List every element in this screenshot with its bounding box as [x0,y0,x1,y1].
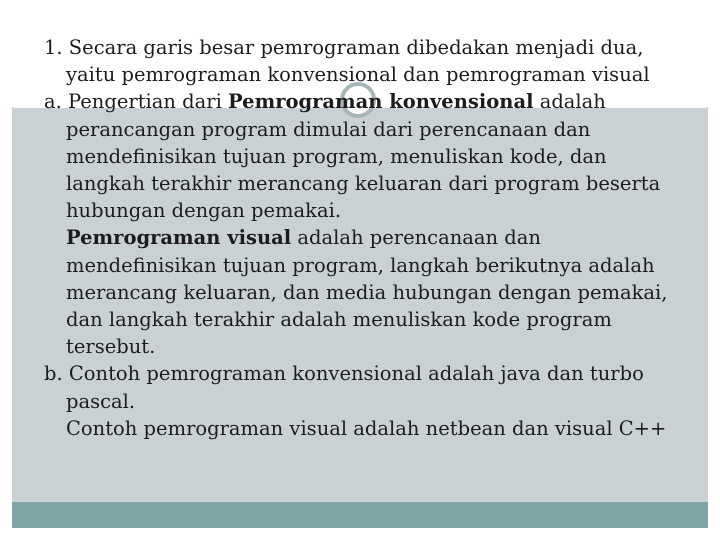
point-b: b. Contoh pemrograman konvensional adalah java dan turbo pascal. [44,362,644,413]
slide-content [44,34,684,442]
term-konvensional: Pemrograman konvensional [228,90,534,114]
point-a-prefix: a. Pengertian dari [44,90,229,114]
point-a-visual [44,224,684,360]
point-a-visual-definition: adalah perencanaan dan mendefinisikan tujuan program, langkah berikutnya adalah merancang keluaran, dan media hubungan dengan pemakai, dan langkah terakhir adalah menuliskan kode program tersebut. [66,226,668,359]
point-1: 1. Secara garis besar pemrograman dibedakan menjadi dua, yaitu pemrograman konvensional dan pemrograman visual [44,36,650,87]
point-b-continued: Contoh pemrograman visual adalah netbean dan visual C++ [66,416,667,440]
slide-footer-band [12,502,708,528]
term-visual: Pemrograman visual [66,226,292,250]
point-a-definition: adalah perancangan program dimulai dari perencanaan dan mendefinisikan tujuan program, menuliskan kode, dan langkah terakhir merancang keluaran dari program beserta hubungan dengan pemakai. [66,90,661,223]
point-a [44,88,684,224]
